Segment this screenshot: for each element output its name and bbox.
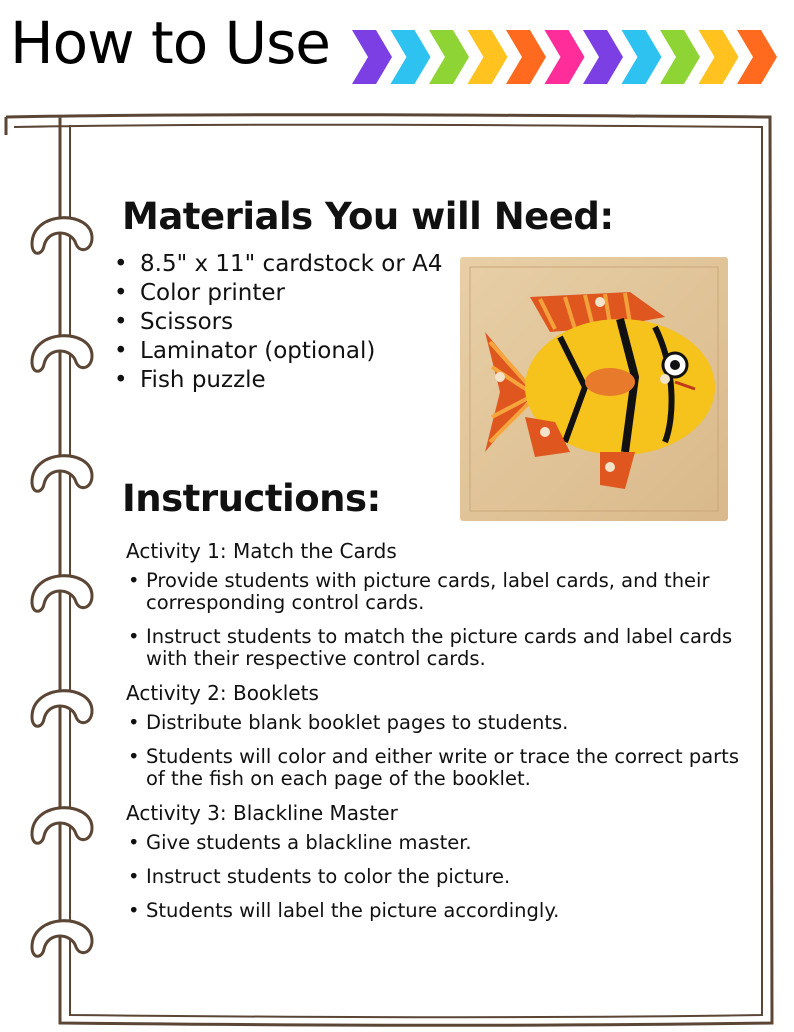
binder-ring [32,456,92,492]
steps-list [126,570,746,670]
instructions-content [126,540,746,934]
activity-title: Activity 2: Booklets [126,681,319,705]
binder-rings [0,0,120,1032]
materials-heading: Materials You will Need: [122,195,614,238]
activity-title: Activity 3: Blackline Master [126,801,398,825]
list-item: • Provide students with picture cards, label cards, and their corresponding control cards. [126,570,746,614]
activity-title: Activity 1: Match the Cards [126,539,397,563]
chevron-shape [660,30,700,84]
list-item: • 8.5" x 11" cardstock or A4 [108,250,443,279]
binder-ring [32,336,92,372]
page-title: How to Use [10,9,330,77]
chevron-shape [352,30,392,84]
steps-list [126,712,746,790]
list-item: • Give students a blackline master. [126,832,746,854]
binder-ring [32,218,92,254]
list-item: • Students will label the picture accordingly. [126,900,746,922]
list-item: • Students will color and either write or trace the correct parts of the fish on each page of the booklet. [126,746,746,790]
materials-list [108,250,443,395]
list-item: • Instruct students to color the picture. [126,866,746,888]
binder-ring [32,691,92,727]
chevron-shape [545,30,585,84]
chevron-shape [583,30,623,84]
chevron-shape [429,30,469,84]
list-item: • Laminator (optional) [108,337,443,366]
steps-list [126,832,746,922]
chevron-banner [352,30,777,84]
list-item: • Color printer [108,279,443,308]
chevron-shape [737,30,777,84]
list-item: • Scissors [108,308,443,337]
fish-puzzle-photo [460,257,728,521]
chevron-shape [506,30,546,84]
chevron-shape [699,30,739,84]
chevron-shape [391,30,431,84]
list-item: • Fish puzzle [108,366,443,395]
list-item: • Instruct students to match the picture cards and label cards with their respective control cards. [126,626,746,670]
list-item: • Distribute blank booklet pages to students. [126,712,746,734]
binder-ring [32,921,92,957]
chevron-shape [468,30,508,84]
instructions-heading: Instructions: [122,477,381,520]
chevron-shape [622,30,662,84]
binder-ring [32,808,92,844]
binder-ring [32,576,92,612]
